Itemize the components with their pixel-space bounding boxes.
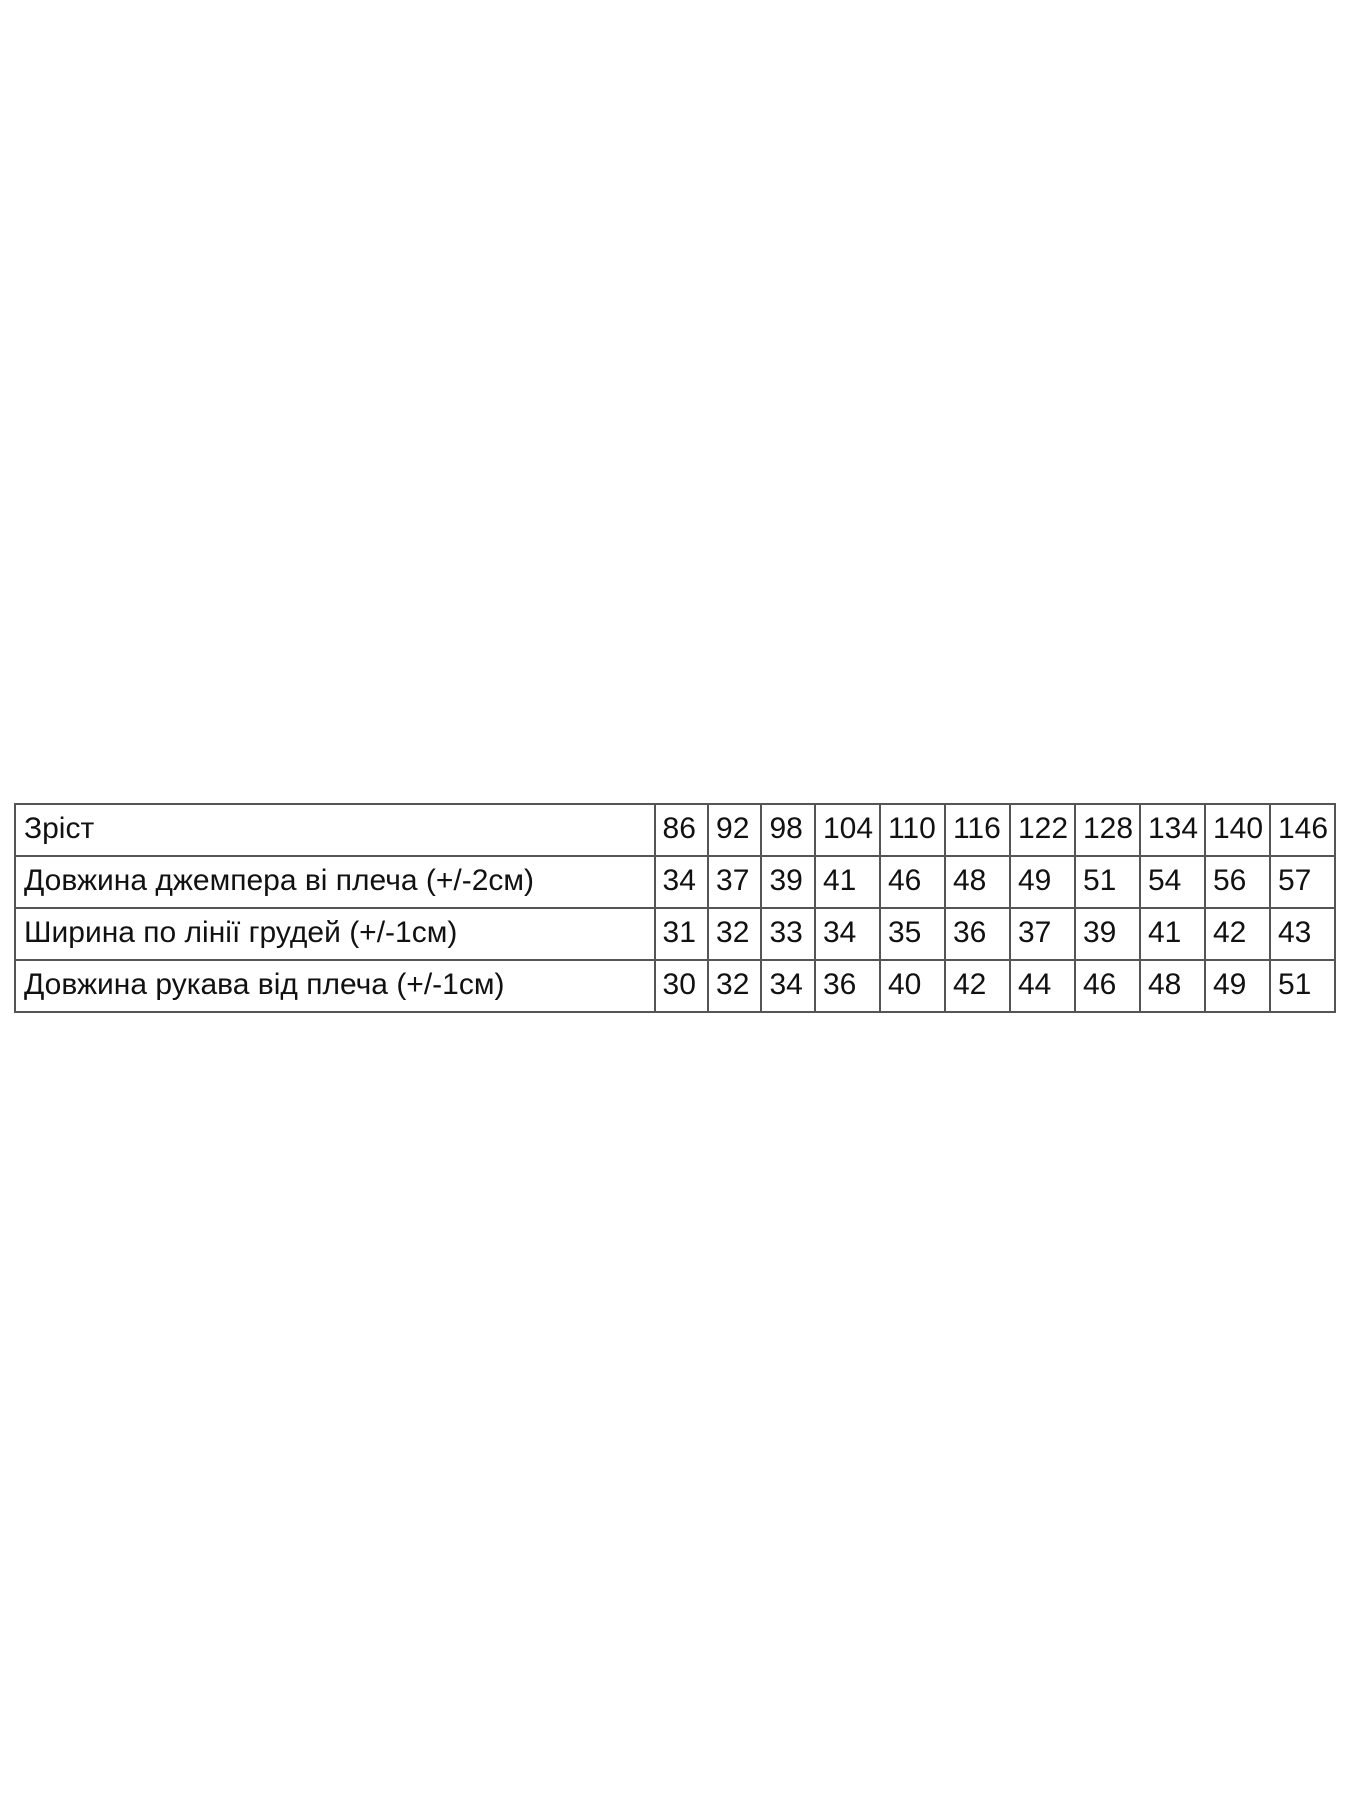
table-cell: 104 bbox=[815, 804, 880, 856]
table-cell: 49 bbox=[1205, 960, 1270, 1012]
table-cell: 42 bbox=[945, 960, 1010, 1012]
table-row bbox=[15, 856, 1335, 908]
table-cell: 33 bbox=[761, 908, 814, 960]
table-cell: 98 bbox=[761, 804, 814, 856]
row-label: Довжина джемпера ві плеча (+/-2см) bbox=[15, 856, 655, 908]
table-cell: 41 bbox=[815, 856, 880, 908]
table-cell: 31 bbox=[655, 908, 708, 960]
table-cell: 44 bbox=[1010, 960, 1075, 1012]
table-cell: 92 bbox=[708, 804, 761, 856]
table-cell: 51 bbox=[1270, 960, 1335, 1012]
table-cell: 34 bbox=[655, 856, 708, 908]
table-cell: 116 bbox=[945, 804, 1010, 856]
table-cell: 41 bbox=[1140, 908, 1205, 960]
table-cell: 32 bbox=[708, 960, 761, 1012]
table-cell: 140 bbox=[1205, 804, 1270, 856]
table-cell: 57 bbox=[1270, 856, 1335, 908]
table-cell: 86 bbox=[655, 804, 708, 856]
table-cell: 43 bbox=[1270, 908, 1335, 960]
table-row bbox=[15, 804, 1335, 856]
table-cell: 46 bbox=[880, 856, 945, 908]
table-cell: 56 bbox=[1205, 856, 1270, 908]
table-cell: 134 bbox=[1140, 804, 1205, 856]
table-cell: 34 bbox=[815, 908, 880, 960]
table-cell: 35 bbox=[880, 908, 945, 960]
table-cell: 51 bbox=[1075, 856, 1140, 908]
table-cell: 49 bbox=[1010, 856, 1075, 908]
table-cell: 42 bbox=[1205, 908, 1270, 960]
table-cell: 146 bbox=[1270, 804, 1335, 856]
row-label: Зріст bbox=[15, 804, 655, 856]
size-chart-table bbox=[14, 803, 1336, 1013]
table-cell: 37 bbox=[1010, 908, 1075, 960]
table-cell: 54 bbox=[1140, 856, 1205, 908]
table-cell: 40 bbox=[880, 960, 945, 1012]
row-label: Довжина рукава від плеча (+/-1см) bbox=[15, 960, 655, 1012]
size-chart-container bbox=[14, 803, 1336, 1013]
table-row bbox=[15, 908, 1335, 960]
row-label: Ширина по лінії грудей (+/-1см) bbox=[15, 908, 655, 960]
table-cell: 37 bbox=[708, 856, 761, 908]
table-cell: 128 bbox=[1075, 804, 1140, 856]
table-cell: 36 bbox=[815, 960, 880, 1012]
table-row bbox=[15, 960, 1335, 1012]
table-cell: 122 bbox=[1010, 804, 1075, 856]
table-cell: 34 bbox=[761, 960, 814, 1012]
table-cell: 110 bbox=[880, 804, 945, 856]
table-cell: 48 bbox=[945, 856, 1010, 908]
table-cell: 30 bbox=[655, 960, 708, 1012]
table-cell: 48 bbox=[1140, 960, 1205, 1012]
table-cell: 46 bbox=[1075, 960, 1140, 1012]
table-cell: 39 bbox=[1075, 908, 1140, 960]
table-cell: 36 bbox=[945, 908, 1010, 960]
table-cell: 39 bbox=[761, 856, 814, 908]
table-cell: 32 bbox=[708, 908, 761, 960]
